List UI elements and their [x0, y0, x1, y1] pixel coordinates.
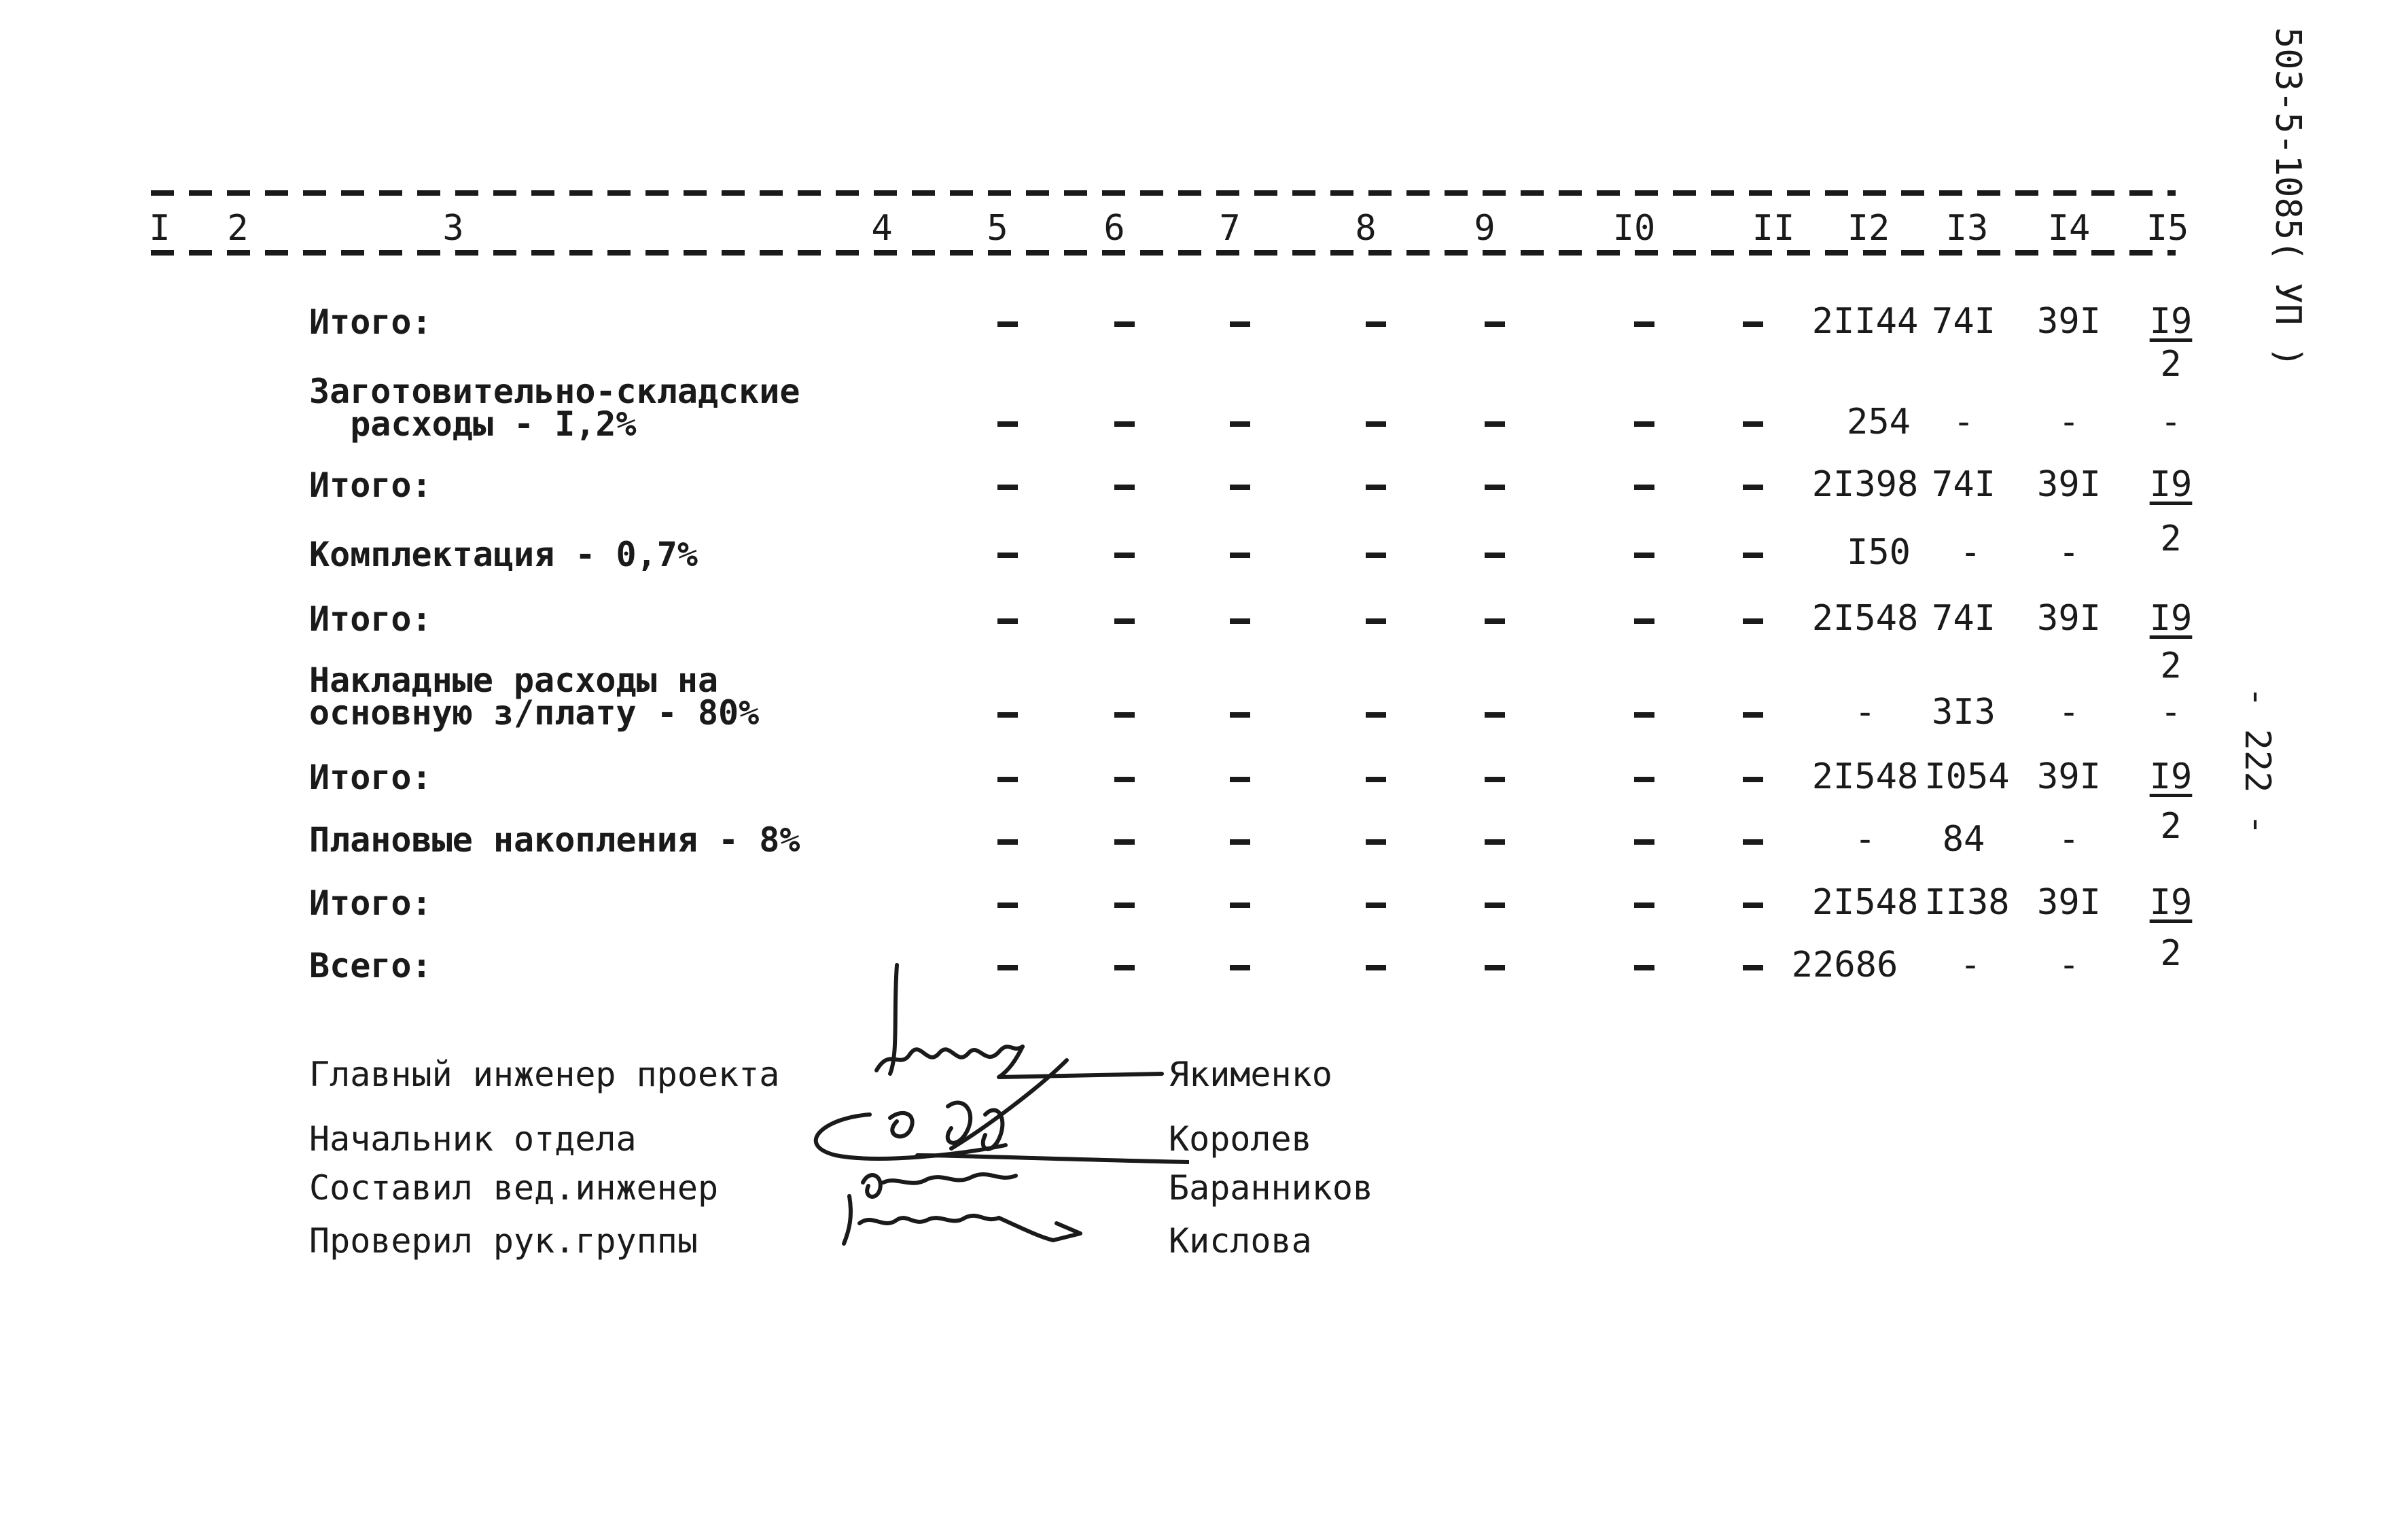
row-c13: - [1953, 402, 1975, 442]
dash-cell [1114, 421, 1135, 427]
row-c14: 39I [2037, 598, 2101, 639]
dash-cell [1743, 777, 1763, 782]
dash-cell [1743, 321, 1763, 327]
row-c13: 74I [1932, 301, 1996, 342]
dash-cell [1114, 485, 1135, 490]
dash-cell [1634, 485, 1654, 490]
dash-cell [1634, 553, 1654, 558]
row-c13: 74I [1932, 464, 1996, 505]
row-c13: II38 [1924, 882, 2010, 923]
dash-cell [1743, 839, 1763, 845]
dash-cell [1743, 902, 1763, 908]
dash-cell [997, 485, 1018, 490]
dash-cell [997, 777, 1018, 782]
dash-cell [1634, 777, 1654, 782]
dash-cell [1366, 485, 1386, 490]
col-header-1: I [149, 208, 171, 249]
dash-cell [1743, 553, 1763, 558]
document-code: 503-5-1085( УП ) [2267, 27, 2308, 368]
row-c15-top: I9 [2149, 301, 2193, 342]
dash-cell [1485, 965, 1505, 970]
dash-cell [1634, 321, 1654, 327]
dash-cell [1230, 321, 1250, 327]
dash-cell [1114, 712, 1135, 718]
dash-cell [1634, 618, 1654, 624]
col-header-3: 3 [442, 208, 464, 249]
row-c12: 2I548 [1811, 598, 1919, 639]
row-c15-top: I9 [2149, 882, 2193, 923]
row-c14: - [2058, 692, 2080, 733]
dash-cell [1485, 421, 1505, 427]
col-header-15: I5 [2146, 208, 2189, 249]
row-c15-top: I9 [2149, 464, 2193, 505]
dash-cell [1230, 965, 1250, 970]
row-label: Итого: [309, 302, 432, 342]
dash-cell [1366, 777, 1386, 782]
dash-cell [1743, 485, 1763, 490]
row-label: Итого: [309, 883, 432, 923]
row-c14: 39I [2037, 756, 2101, 797]
row-label: Плановые накопления - 8% [309, 820, 800, 860]
row-label: Всего: [309, 946, 432, 985]
row-c12: 2I548 [1811, 882, 1919, 923]
dash-cell [997, 618, 1018, 624]
row-label: расходы - I,2% [309, 404, 637, 444]
dash-cell [1230, 553, 1250, 558]
row-c13: - [1960, 532, 1981, 573]
row-c12: 2II44 [1811, 301, 1919, 342]
col-header-10: I0 [1612, 208, 1656, 249]
dash-cell [1230, 777, 1250, 782]
dash-cell [1485, 321, 1505, 327]
row-c14: - [2058, 819, 2080, 860]
dash-cell [1366, 839, 1386, 845]
dash-cell [1485, 553, 1505, 558]
col-header-4: 4 [871, 208, 893, 249]
col-header-14: I4 [2047, 208, 2091, 249]
handwritten-signatures [781, 951, 1189, 1264]
dash-cell [1634, 421, 1654, 427]
dash-cell [1485, 485, 1505, 490]
dash-cell [1230, 618, 1250, 624]
row-c12: I50 [1847, 532, 1911, 573]
signature-name: Кислова [1169, 1221, 1312, 1261]
signature-title: Главный инженер проекта [309, 1055, 780, 1094]
row-c14: - [2058, 945, 2080, 985]
dash-cell [1366, 965, 1386, 970]
dash-cell [1366, 321, 1386, 327]
row-c14: 39I [2037, 882, 2101, 923]
dash-cell [1485, 839, 1505, 845]
dash-cell [997, 321, 1018, 327]
dash-cell [1485, 902, 1505, 908]
col-header-2: 2 [227, 208, 249, 249]
row-label: Комплектация - 0,7% [309, 535, 698, 574]
dash-cell [1743, 421, 1763, 427]
dash-cell [1743, 712, 1763, 718]
dash-cell [997, 712, 1018, 718]
row-c14: - [2058, 532, 2080, 573]
row-c12: 2I398 [1811, 464, 1919, 505]
dash-cell [1114, 839, 1135, 845]
dash-cell [997, 421, 1018, 427]
row-c15-bottom: 2 [2160, 344, 2182, 385]
row-c15-bottom: 2 [2160, 519, 2182, 559]
dash-cell [1366, 712, 1386, 718]
row-c13: 3I3 [1932, 692, 1996, 733]
dash-cell [1485, 777, 1505, 782]
row-c12: - [1854, 692, 1876, 733]
dash-cell [1114, 902, 1135, 908]
dash-cell [1114, 618, 1135, 624]
row-c13: 84 [1942, 819, 1985, 860]
row-c12: 22686 [1791, 945, 1898, 985]
signature-name: Баранников [1169, 1168, 1374, 1208]
dash-cell [1230, 712, 1250, 718]
dash-cell [1634, 965, 1654, 970]
row-label: Заготовительно-складские [309, 372, 800, 411]
row-c15-bottom: - [2160, 692, 2182, 733]
dash-cell [997, 553, 1018, 558]
dash-cell [1230, 421, 1250, 427]
dash-cell [1114, 553, 1135, 558]
row-label: Итого: [309, 599, 432, 639]
dash-cell [1634, 839, 1654, 845]
dash-cell [1114, 777, 1135, 782]
row-c14: 39I [2037, 464, 2101, 505]
dash-cell [1366, 902, 1386, 908]
row-label: Итого: [309, 758, 432, 797]
dash-cell [1743, 618, 1763, 624]
row-c15-bottom: - [2160, 402, 2182, 442]
dash-cell [1485, 712, 1505, 718]
col-header-11: II [1752, 208, 1795, 249]
dash-cell [997, 902, 1018, 908]
row-c13: I054 [1924, 756, 2010, 797]
row-c12: 2I548 [1811, 756, 1919, 797]
row-c14: 39I [2037, 301, 2101, 342]
row-c15-bottom: 2 [2160, 806, 2182, 847]
dash-cell [1366, 421, 1386, 427]
signature-name: Королев [1169, 1119, 1312, 1159]
row-label: Накладные расходы на [309, 661, 719, 700]
col-header-5: 5 [987, 208, 1008, 249]
dash-cell [1366, 618, 1386, 624]
row-c12: - [1854, 819, 1876, 860]
dash-cell [1634, 902, 1654, 908]
row-c15-top: I9 [2149, 598, 2193, 639]
header-rule-bottom [151, 250, 2176, 256]
dash-cell [997, 839, 1018, 845]
row-label: Итого: [309, 466, 432, 505]
dash-cell [1230, 902, 1250, 908]
dash-cell [1485, 618, 1505, 624]
row-c14: - [2058, 402, 2080, 442]
row-c12: 254 [1847, 402, 1911, 442]
signature-name: Якименко [1169, 1055, 1332, 1094]
col-header-12: I2 [1847, 208, 1890, 249]
dash-cell [1366, 553, 1386, 558]
col-header-13: I3 [1945, 208, 1989, 249]
col-header-6: 6 [1103, 208, 1125, 249]
row-c15-bottom: 2 [2160, 933, 2182, 974]
dash-cell [1230, 485, 1250, 490]
header-rule-top [151, 190, 2176, 196]
col-header-9: 9 [1474, 208, 1495, 249]
row-c15-bottom: 2 [2160, 646, 2182, 686]
row-c15-top: I9 [2149, 756, 2193, 797]
row-label: основную з/плату - 80% [309, 693, 760, 733]
dash-cell [1114, 321, 1135, 327]
row-c13: - [1960, 945, 1981, 985]
dash-cell [1743, 965, 1763, 970]
signature-title: Проверил рук.группы [309, 1221, 698, 1261]
col-header-8: 8 [1355, 208, 1377, 249]
dash-cell [1230, 839, 1250, 845]
row-c13: 74I [1932, 598, 1996, 639]
signature-title: Начальник отдела [309, 1119, 637, 1159]
page-number: - 222 - [2237, 686, 2278, 836]
signature-title: Составил вед.инженер [309, 1168, 719, 1208]
dash-cell [1634, 712, 1654, 718]
col-header-7: 7 [1219, 208, 1241, 249]
